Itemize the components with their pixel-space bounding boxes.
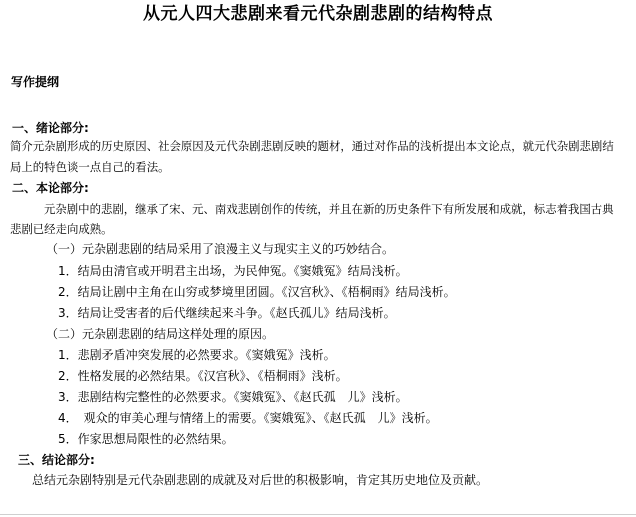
- section3-text-line1: 总结元杂剧特别是元代杂剧悲剧的成就及对后世的积极影响，肯定其历史地位及贡献。: [32, 473, 489, 487]
- section2-text-line1: 元杂剧中的悲剧，继承了宋、元、南戏悲剧创作的传统，并且在新的历史条件下有所发展和成就，标志着我国古典: [44, 202, 614, 216]
- document-title: 从元人四大悲剧来看元代杂剧悲剧的结构特点: [143, 4, 493, 24]
- list-item: 3．结局让受害者的后代继续起来斗争。《赵氏孤儿》结局浅析。: [58, 306, 396, 320]
- list-item: 4． 观众的审美心理与情绪上的需要。《窦娥冤》、《赵氏孤 儿》浅析。: [58, 411, 438, 425]
- list-item: 5．作家思想局限性的必然结果。: [58, 432, 234, 446]
- outline-heading: 写作提纲: [11, 75, 60, 89]
- list-item: 1．结局由清官或开明君主出场，为民伸冤。《窦娥冤》结局浅析。: [58, 264, 408, 278]
- bottom-divider: [0, 514, 636, 515]
- list-item: 2．结局让剧中主角在山穷或梦境里团圆。《汉宫秋》、《梧桐雨》结局浅析。: [58, 285, 456, 299]
- list-item: 1．悲剧矛盾冲突发展的必然要求。《窦娥冤》浅析。: [58, 348, 336, 362]
- section1-heading: 一、绪论部分:: [12, 121, 89, 135]
- section2-text-line2: 悲剧已经走向成熟。: [10, 222, 113, 236]
- section3-heading: 三、结论部分:: [18, 453, 95, 467]
- section1-text-line2: 局上的特色谈一点自己的看法。: [10, 160, 170, 174]
- subsection2-heading: （二）元杂剧悲剧的结局这样处理的原因。: [46, 327, 275, 341]
- list-item: 2．性格发展的必然结果。《汉宫秋》、《梧桐雨》浅析。: [58, 369, 348, 383]
- section1-text-line1: 简介元杂剧形成的历史原因、社会原因及元代杂剧悲剧反映的题材，通过对作品的浅析提出本文论点，就元代杂剧悲剧结: [10, 139, 614, 153]
- subsection1-heading: （一）元杂剧悲剧的结局采用了浪漫主义与现实主义的巧妙结合。: [46, 242, 395, 256]
- list-item: 3．悲剧结构完整性的必然要求。《窦娥冤》、《赵氏孤 儿》浅析。: [58, 390, 408, 404]
- section2-heading: 二、本论部分:: [12, 181, 89, 195]
